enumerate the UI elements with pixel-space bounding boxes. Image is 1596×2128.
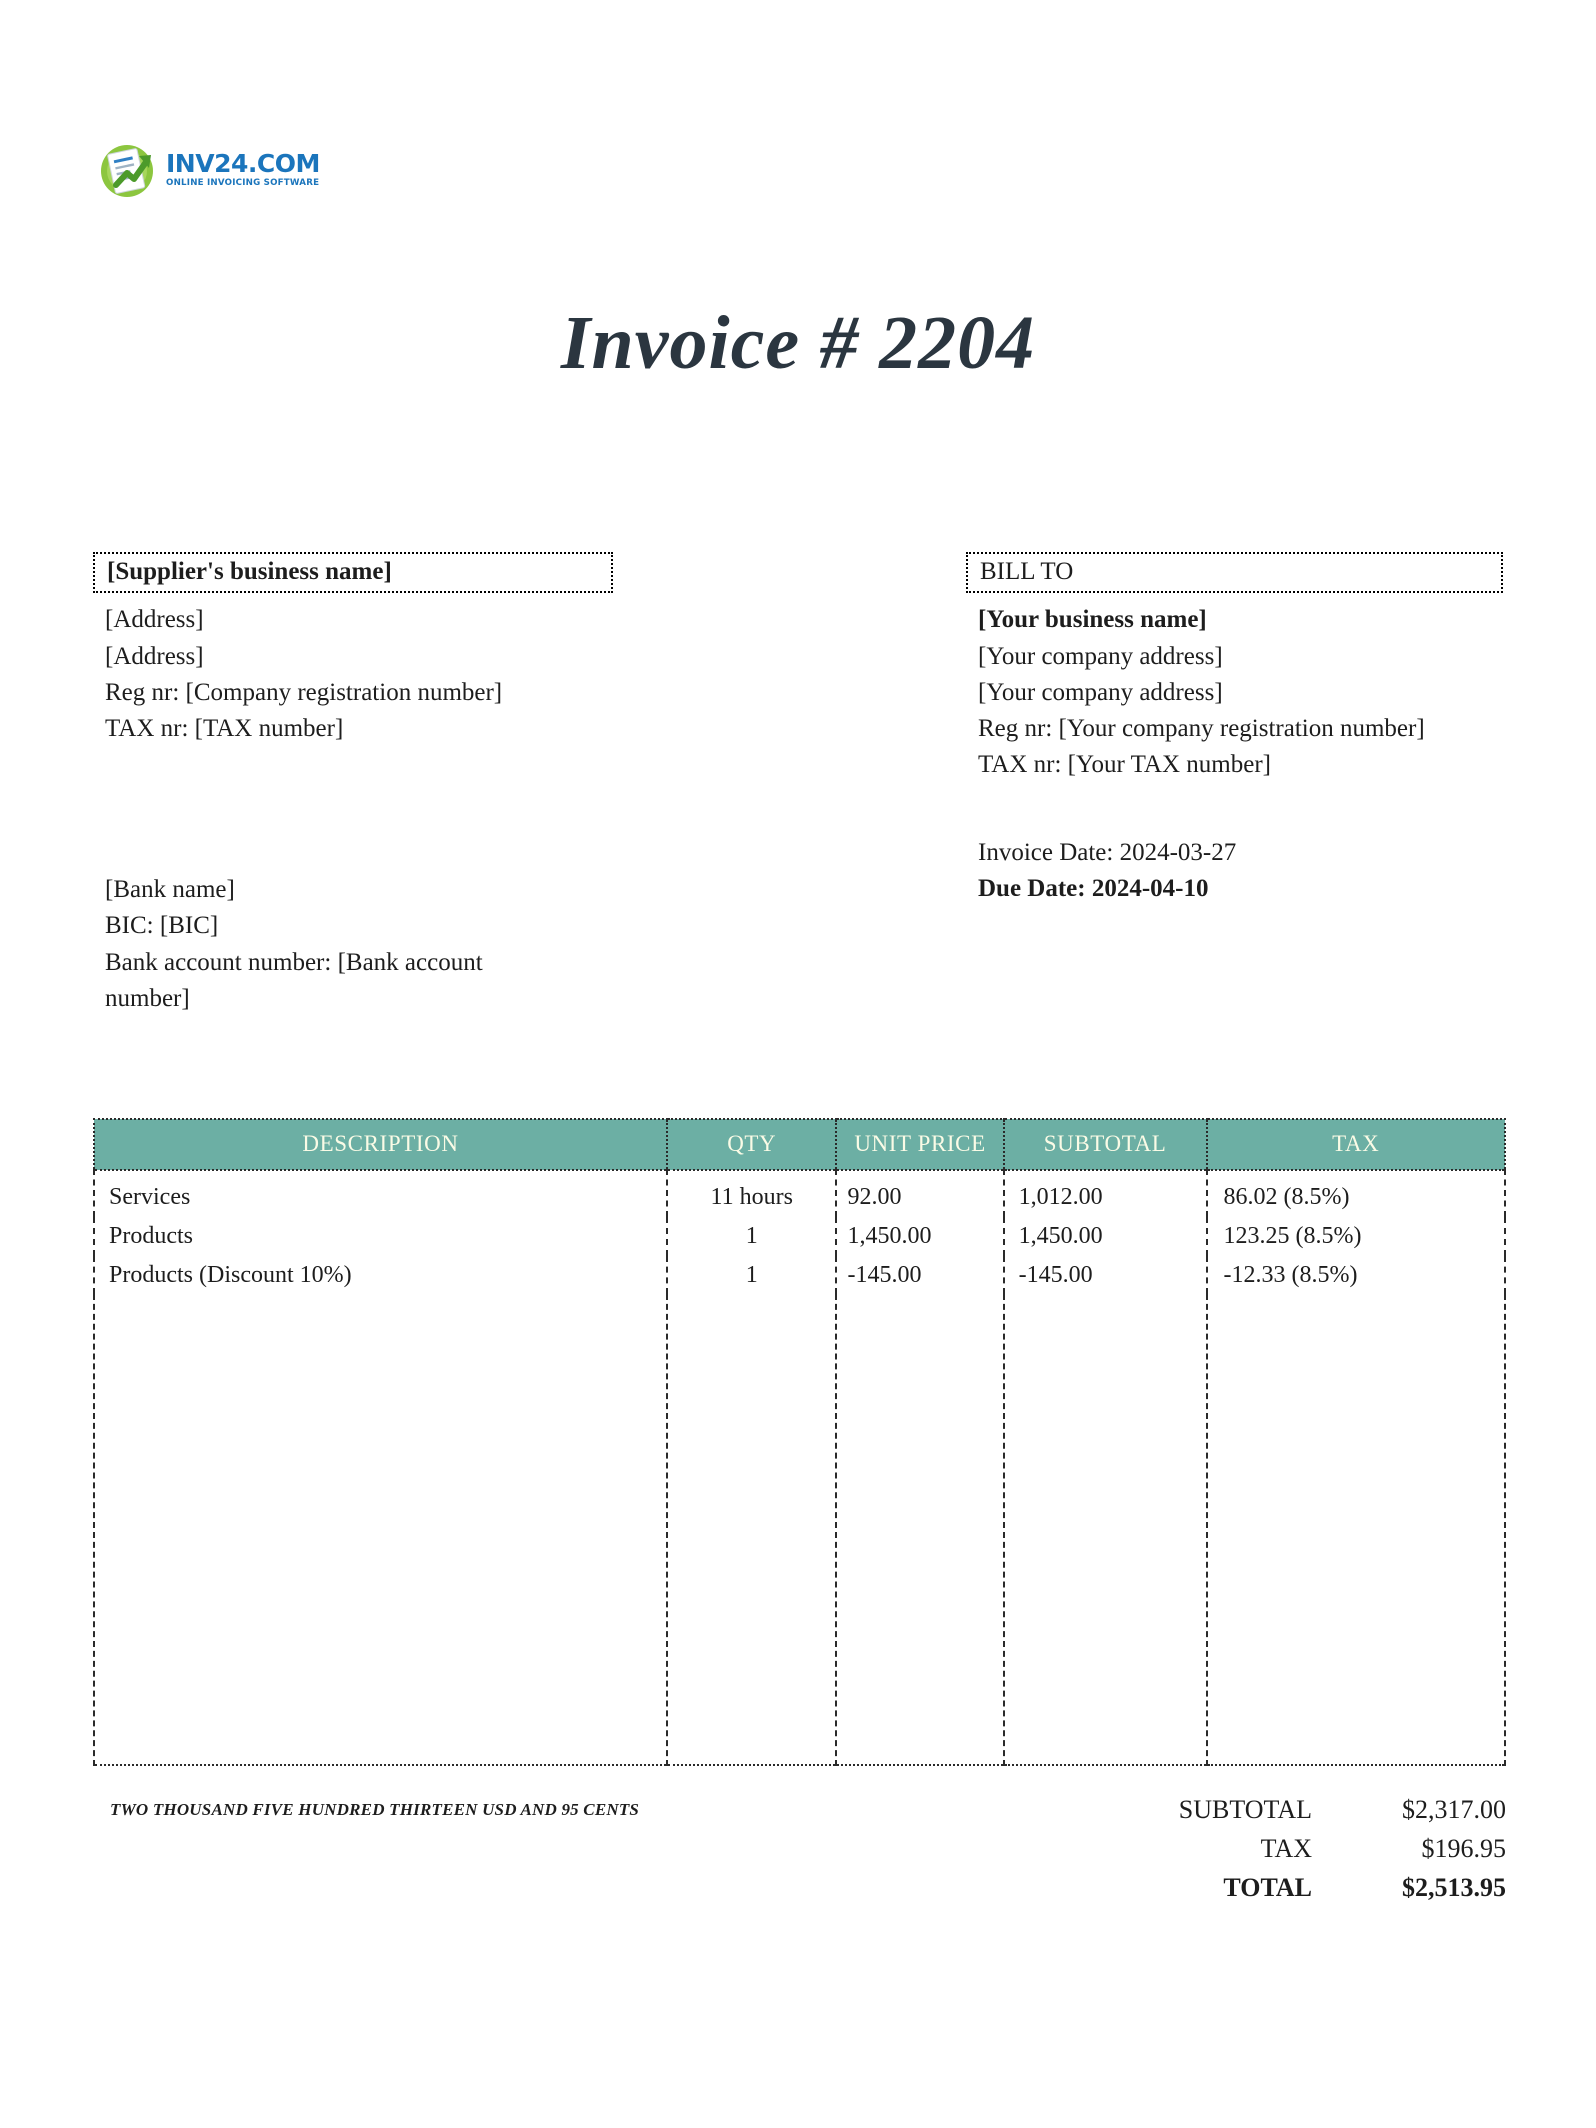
subtotal-label: SUBTOTAL bbox=[1178, 1795, 1312, 1824]
table-row bbox=[94, 1170, 1505, 1217]
cell-subtotal: -145.00 bbox=[1004, 1256, 1207, 1295]
due-date-value: 2024-04-10 bbox=[1091, 875, 1209, 903]
column-header-qty: QTY bbox=[667, 1119, 837, 1170]
brand-logo[interactable] bbox=[96, 138, 320, 200]
cell-description: Services bbox=[94, 1170, 667, 1217]
invoice-date-row bbox=[966, 835, 1486, 871]
tax-value: $196.95 bbox=[1421, 1834, 1506, 1863]
cell-unit-price: 1,450.00 bbox=[836, 1217, 1003, 1256]
customer-tax-nr: TAX nr: [Your TAX number] bbox=[978, 751, 1271, 779]
total-label: TOTAL bbox=[1223, 1873, 1312, 1902]
due-date-label: Due Date: bbox=[978, 875, 1092, 903]
filler-cell bbox=[1207, 1294, 1505, 1765]
column-header-description: DESCRIPTION bbox=[94, 1119, 667, 1170]
cell-tax: 123.25 (8.5%) bbox=[1207, 1217, 1505, 1256]
table-row bbox=[94, 1256, 1505, 1295]
bank-name: [Bank name] bbox=[105, 876, 235, 903]
bank-account-number: Bank account number: [Bank account number] bbox=[105, 948, 483, 1012]
supplier-tax-nr: TAX nr: [TAX number] bbox=[105, 715, 344, 742]
column-header-tax: TAX bbox=[1207, 1119, 1505, 1170]
table-empty-space bbox=[94, 1294, 1505, 1765]
column-header-unit-price: UNIT PRICE bbox=[836, 1119, 1003, 1170]
filler-cell bbox=[94, 1294, 667, 1765]
brand-name: INV24.COM bbox=[166, 148, 320, 178]
cell-qty: 11 hours bbox=[667, 1170, 837, 1217]
table-header-row bbox=[94, 1119, 1505, 1170]
subtotal-row bbox=[980, 1790, 1506, 1829]
invoice-date-label: Invoice Date: bbox=[978, 839, 1120, 866]
totals-block bbox=[980, 1790, 1506, 1907]
cell-description: Products (Discount 10%) bbox=[94, 1256, 667, 1295]
bill-to-block bbox=[966, 552, 1503, 784]
brand-tagline: ONLINE INVOICING SOFTWARE bbox=[166, 177, 320, 188]
amount-in-words: TWO THOUSAND FIVE HUNDRED THIRTEEN USD AND 95 CENTS bbox=[110, 1800, 640, 1819]
filler-cell bbox=[1004, 1294, 1207, 1765]
bank-bic: BIC: [BIC] bbox=[105, 912, 219, 940]
filler-cell bbox=[667, 1294, 837, 1765]
cell-qty: 1 bbox=[667, 1217, 837, 1256]
cell-unit-price: -145.00 bbox=[836, 1256, 1003, 1295]
filler-cell bbox=[836, 1294, 1003, 1765]
tax-row bbox=[980, 1829, 1506, 1868]
supplier-reg-nr: Reg nr: [Company registration number] bbox=[105, 678, 503, 706]
supplier-name[interactable]: [Supplier's business name] bbox=[93, 552, 613, 593]
customer-name[interactable]: [Your business name] bbox=[978, 606, 1207, 634]
line-items-table bbox=[93, 1118, 1506, 1766]
cell-qty: 1 bbox=[667, 1256, 837, 1295]
customer-address-2: [Your company address] bbox=[978, 678, 1223, 706]
cell-description: Products bbox=[94, 1217, 667, 1256]
table-row bbox=[94, 1217, 1505, 1256]
page-title: Invoice # 2204 bbox=[560, 301, 1036, 385]
dates-block bbox=[966, 835, 1486, 908]
column-header-subtotal: SUBTOTAL bbox=[1004, 1119, 1207, 1170]
cell-tax: -12.33 (8.5%) bbox=[1207, 1256, 1505, 1295]
cell-tax: 86.02 (8.5%) bbox=[1207, 1170, 1505, 1217]
subtotal-value: $2,317.00 bbox=[1402, 1795, 1506, 1824]
invoice-document-green-arrow-icon bbox=[96, 138, 158, 200]
bill-to-heading: BILL TO bbox=[966, 552, 1503, 593]
cell-subtotal: 1,450.00 bbox=[1004, 1217, 1207, 1256]
supplier-address-1: [Address] bbox=[105, 606, 204, 634]
customer-reg-nr: Reg nr: [Your company registration number] bbox=[978, 715, 1425, 742]
cell-unit-price: 92.00 bbox=[836, 1170, 1003, 1217]
customer-address-1: [Your company address] bbox=[978, 642, 1223, 670]
cell-subtotal: 1,012.00 bbox=[1004, 1170, 1207, 1217]
supplier-block bbox=[93, 552, 613, 747]
tax-label: TAX bbox=[1260, 1834, 1312, 1863]
invoice-date-value: 2024-03-27 bbox=[1119, 839, 1237, 866]
supplier-address-2: [Address] bbox=[105, 642, 204, 670]
total-row bbox=[980, 1868, 1506, 1907]
due-date-row bbox=[966, 871, 1486, 907]
total-value: $2,513.95 bbox=[1402, 1873, 1506, 1902]
bank-details-block bbox=[93, 872, 563, 1017]
